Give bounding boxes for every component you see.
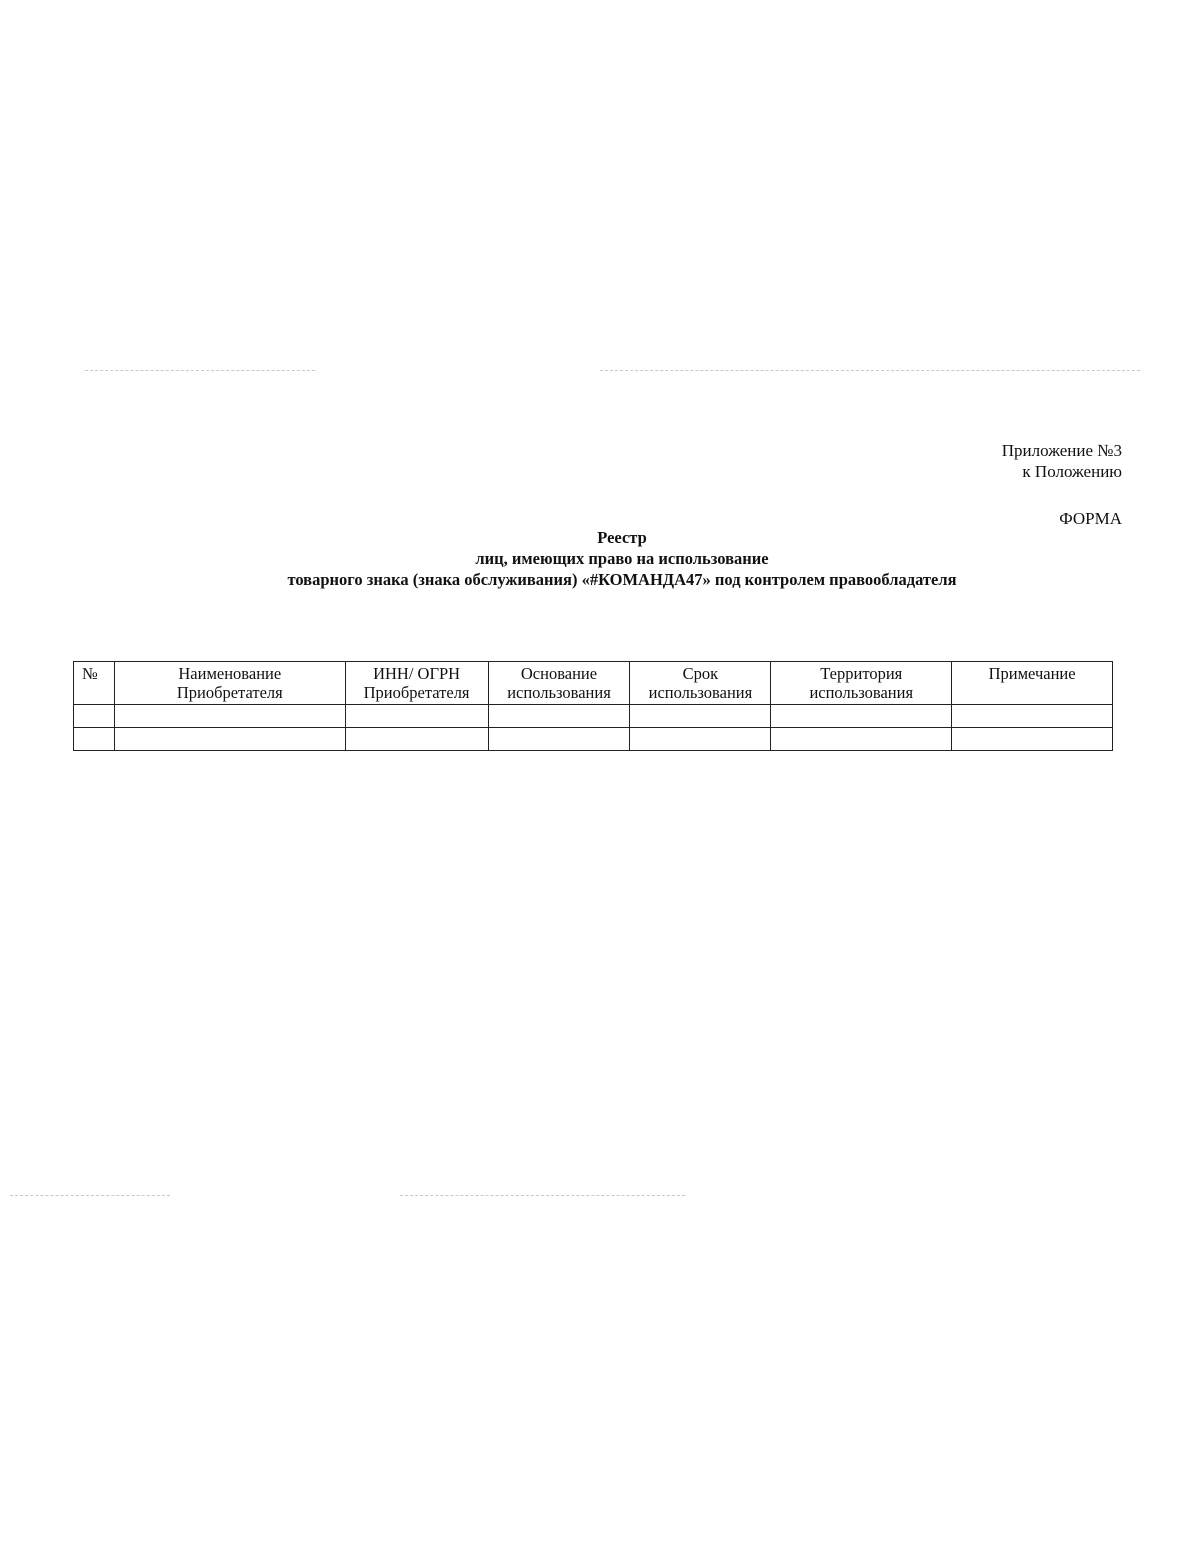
table-cell bbox=[114, 705, 345, 728]
header-usage-territory bbox=[771, 662, 952, 705]
table-cell bbox=[74, 705, 115, 728]
header-line: использования bbox=[507, 683, 611, 702]
header-line: ИНН/ ОГРН bbox=[373, 664, 461, 683]
header-number bbox=[74, 662, 115, 705]
header-line: Приобретателя bbox=[176, 683, 283, 702]
table-cell bbox=[74, 728, 115, 751]
header-line: Примечание bbox=[988, 664, 1076, 683]
table-row bbox=[74, 705, 1113, 728]
appendix-regulation: к Положению bbox=[1022, 462, 1122, 481]
table-cell bbox=[488, 728, 630, 751]
table-cell bbox=[952, 728, 1113, 751]
header-line: Срок bbox=[682, 664, 719, 683]
header-line: Приобретателя bbox=[363, 683, 470, 702]
table-cell bbox=[488, 705, 630, 728]
header-line: Основание bbox=[520, 664, 598, 683]
table-cell bbox=[345, 705, 488, 728]
table-cell bbox=[771, 705, 952, 728]
scan-artifact-line bbox=[10, 1195, 170, 1197]
table-row bbox=[74, 728, 1113, 751]
table-header-row bbox=[74, 662, 1113, 705]
header-line: Наименование bbox=[178, 664, 282, 683]
registry-table bbox=[73, 661, 1113, 751]
table-cell bbox=[771, 728, 952, 751]
appendix-number: Приложение №3 bbox=[1001, 441, 1122, 460]
header-usage-term bbox=[630, 662, 771, 705]
header-line: использования bbox=[809, 683, 914, 702]
form-label: ФОРМА bbox=[1059, 509, 1122, 528]
table-cell bbox=[345, 728, 488, 751]
header-note bbox=[952, 662, 1113, 705]
table-cell bbox=[630, 728, 771, 751]
header-line: использования bbox=[648, 683, 753, 702]
table-cell bbox=[114, 728, 345, 751]
scan-artifact-line bbox=[85, 370, 315, 372]
table-cell bbox=[952, 705, 1113, 728]
header-usage-basis bbox=[488, 662, 630, 705]
header-inn-ogrn bbox=[345, 662, 488, 705]
header-line: Территория bbox=[820, 664, 903, 683]
scan-artifact-line bbox=[600, 370, 1140, 372]
table-cell bbox=[630, 705, 771, 728]
heading-title: Реестр bbox=[597, 528, 647, 547]
scan-artifact-line bbox=[400, 1195, 685, 1197]
header-line: № bbox=[82, 664, 98, 683]
heading-subtitle: лиц, имеющих право на использование bbox=[475, 549, 769, 568]
appendix-reference bbox=[1002, 440, 1122, 482]
header-acquirer-name bbox=[114, 662, 345, 705]
document-heading bbox=[0, 527, 1200, 590]
heading-trademark-line: товарного знака (знака обслуживания) «#КОМАНДА47» под контролем правообладателя bbox=[287, 570, 957, 589]
